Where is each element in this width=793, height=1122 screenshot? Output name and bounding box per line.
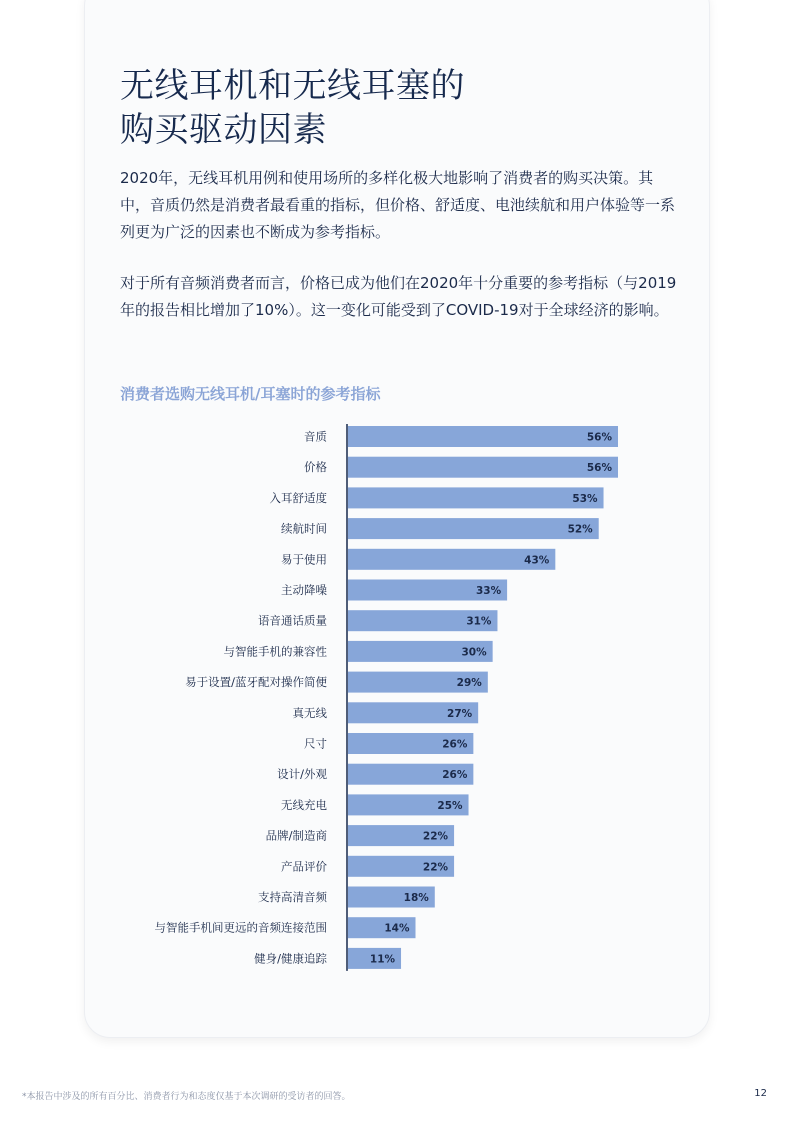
chart-value-label: 26% xyxy=(442,738,468,751)
chart-value-label: 53% xyxy=(572,492,598,505)
chart-category-label: 真无线 xyxy=(292,705,327,720)
chart-value-label: 52% xyxy=(567,523,593,536)
chart-category-label: 与智能手机间更远的音频连接范围 xyxy=(154,920,327,935)
chart-value-label: 43% xyxy=(524,554,550,567)
chart-value-label: 18% xyxy=(403,892,429,904)
chart-category-label: 设计/外观 xyxy=(277,767,327,782)
chart-value-label: 33% xyxy=(475,585,502,597)
price-paragraph: 对于所有音频消费者而言，价格已成为他们在2020年十分重要的参考指标（与2019年的报告相比增加了10%）。这一变化可能受到了COVID-19对于全球经济的影响。 xyxy=(120,274,677,319)
chart-category-label: 支持高清音频 xyxy=(258,890,327,904)
chart-category-label: 健身/健康追踪 xyxy=(254,951,327,966)
chart-value-label: 30% xyxy=(461,646,487,659)
chart-value-label: 26% xyxy=(442,769,468,782)
chart-value-label: 14% xyxy=(384,922,410,935)
chart-category-label: 与智能手机的兼容性 xyxy=(223,644,327,659)
chart-value-label: 22% xyxy=(422,830,449,843)
chart-category-label: 无线充电 xyxy=(281,797,327,812)
chart-value-label: 29% xyxy=(456,677,482,690)
chart-category-label: 价格 xyxy=(304,460,327,475)
chart-category-label: 音质 xyxy=(304,429,327,444)
chart-category-label: 易于使用 xyxy=(281,552,327,567)
page-title-line-1: 无线耳机和无线耳塞的 xyxy=(120,66,465,106)
footnote: *本报告中涉及的所有百分比、消费者行为和态度仅基于本次调研的受访者的回答。 xyxy=(22,1092,351,1102)
chart-value-label: 56% xyxy=(586,431,612,444)
chart-bar xyxy=(348,518,599,539)
chart-bar xyxy=(348,457,618,478)
page-title-line-2: 购买驱动因素 xyxy=(120,110,327,150)
chart-category-label: 入耳舒适度 xyxy=(269,490,327,505)
chart-value-label: 22% xyxy=(422,861,449,874)
chart-bar xyxy=(348,426,618,447)
chart-value-label: 27% xyxy=(447,707,473,720)
chart-category-label: 续航时间 xyxy=(281,521,327,536)
chart-category-label: 尺寸 xyxy=(304,736,327,751)
chart-title: 消费者选购无线耳机/耳塞时的参考指标 xyxy=(120,385,381,403)
chart-category-label: 易于设置/蓝牙配对操作简便 xyxy=(185,675,327,690)
chart-category-label: 主动降噪 xyxy=(281,583,327,597)
chart-category-label: 产品评价 xyxy=(281,859,327,874)
chart-category-label: 品牌/制造商 xyxy=(265,828,327,843)
chart-value-label: 56% xyxy=(586,462,612,475)
intro-paragraph: 2020年，无线耳机用例和使用场所的多样化极大地影响了消费者的购买决策。其中，音质仍然是消费者最看重的指标，但价格、舒适度、电池续航和用户体验等一系列更为广泛的因素也不断成为参考指标。 xyxy=(120,169,676,241)
chart-value-label: 31% xyxy=(466,615,492,628)
chart-value-label: 11% xyxy=(369,953,396,966)
chart-bar xyxy=(348,487,604,508)
page-number: 12 xyxy=(754,1088,767,1099)
chart-category-label: 语音通话质量 xyxy=(258,613,327,628)
chart-value-label: 25% xyxy=(437,799,463,812)
